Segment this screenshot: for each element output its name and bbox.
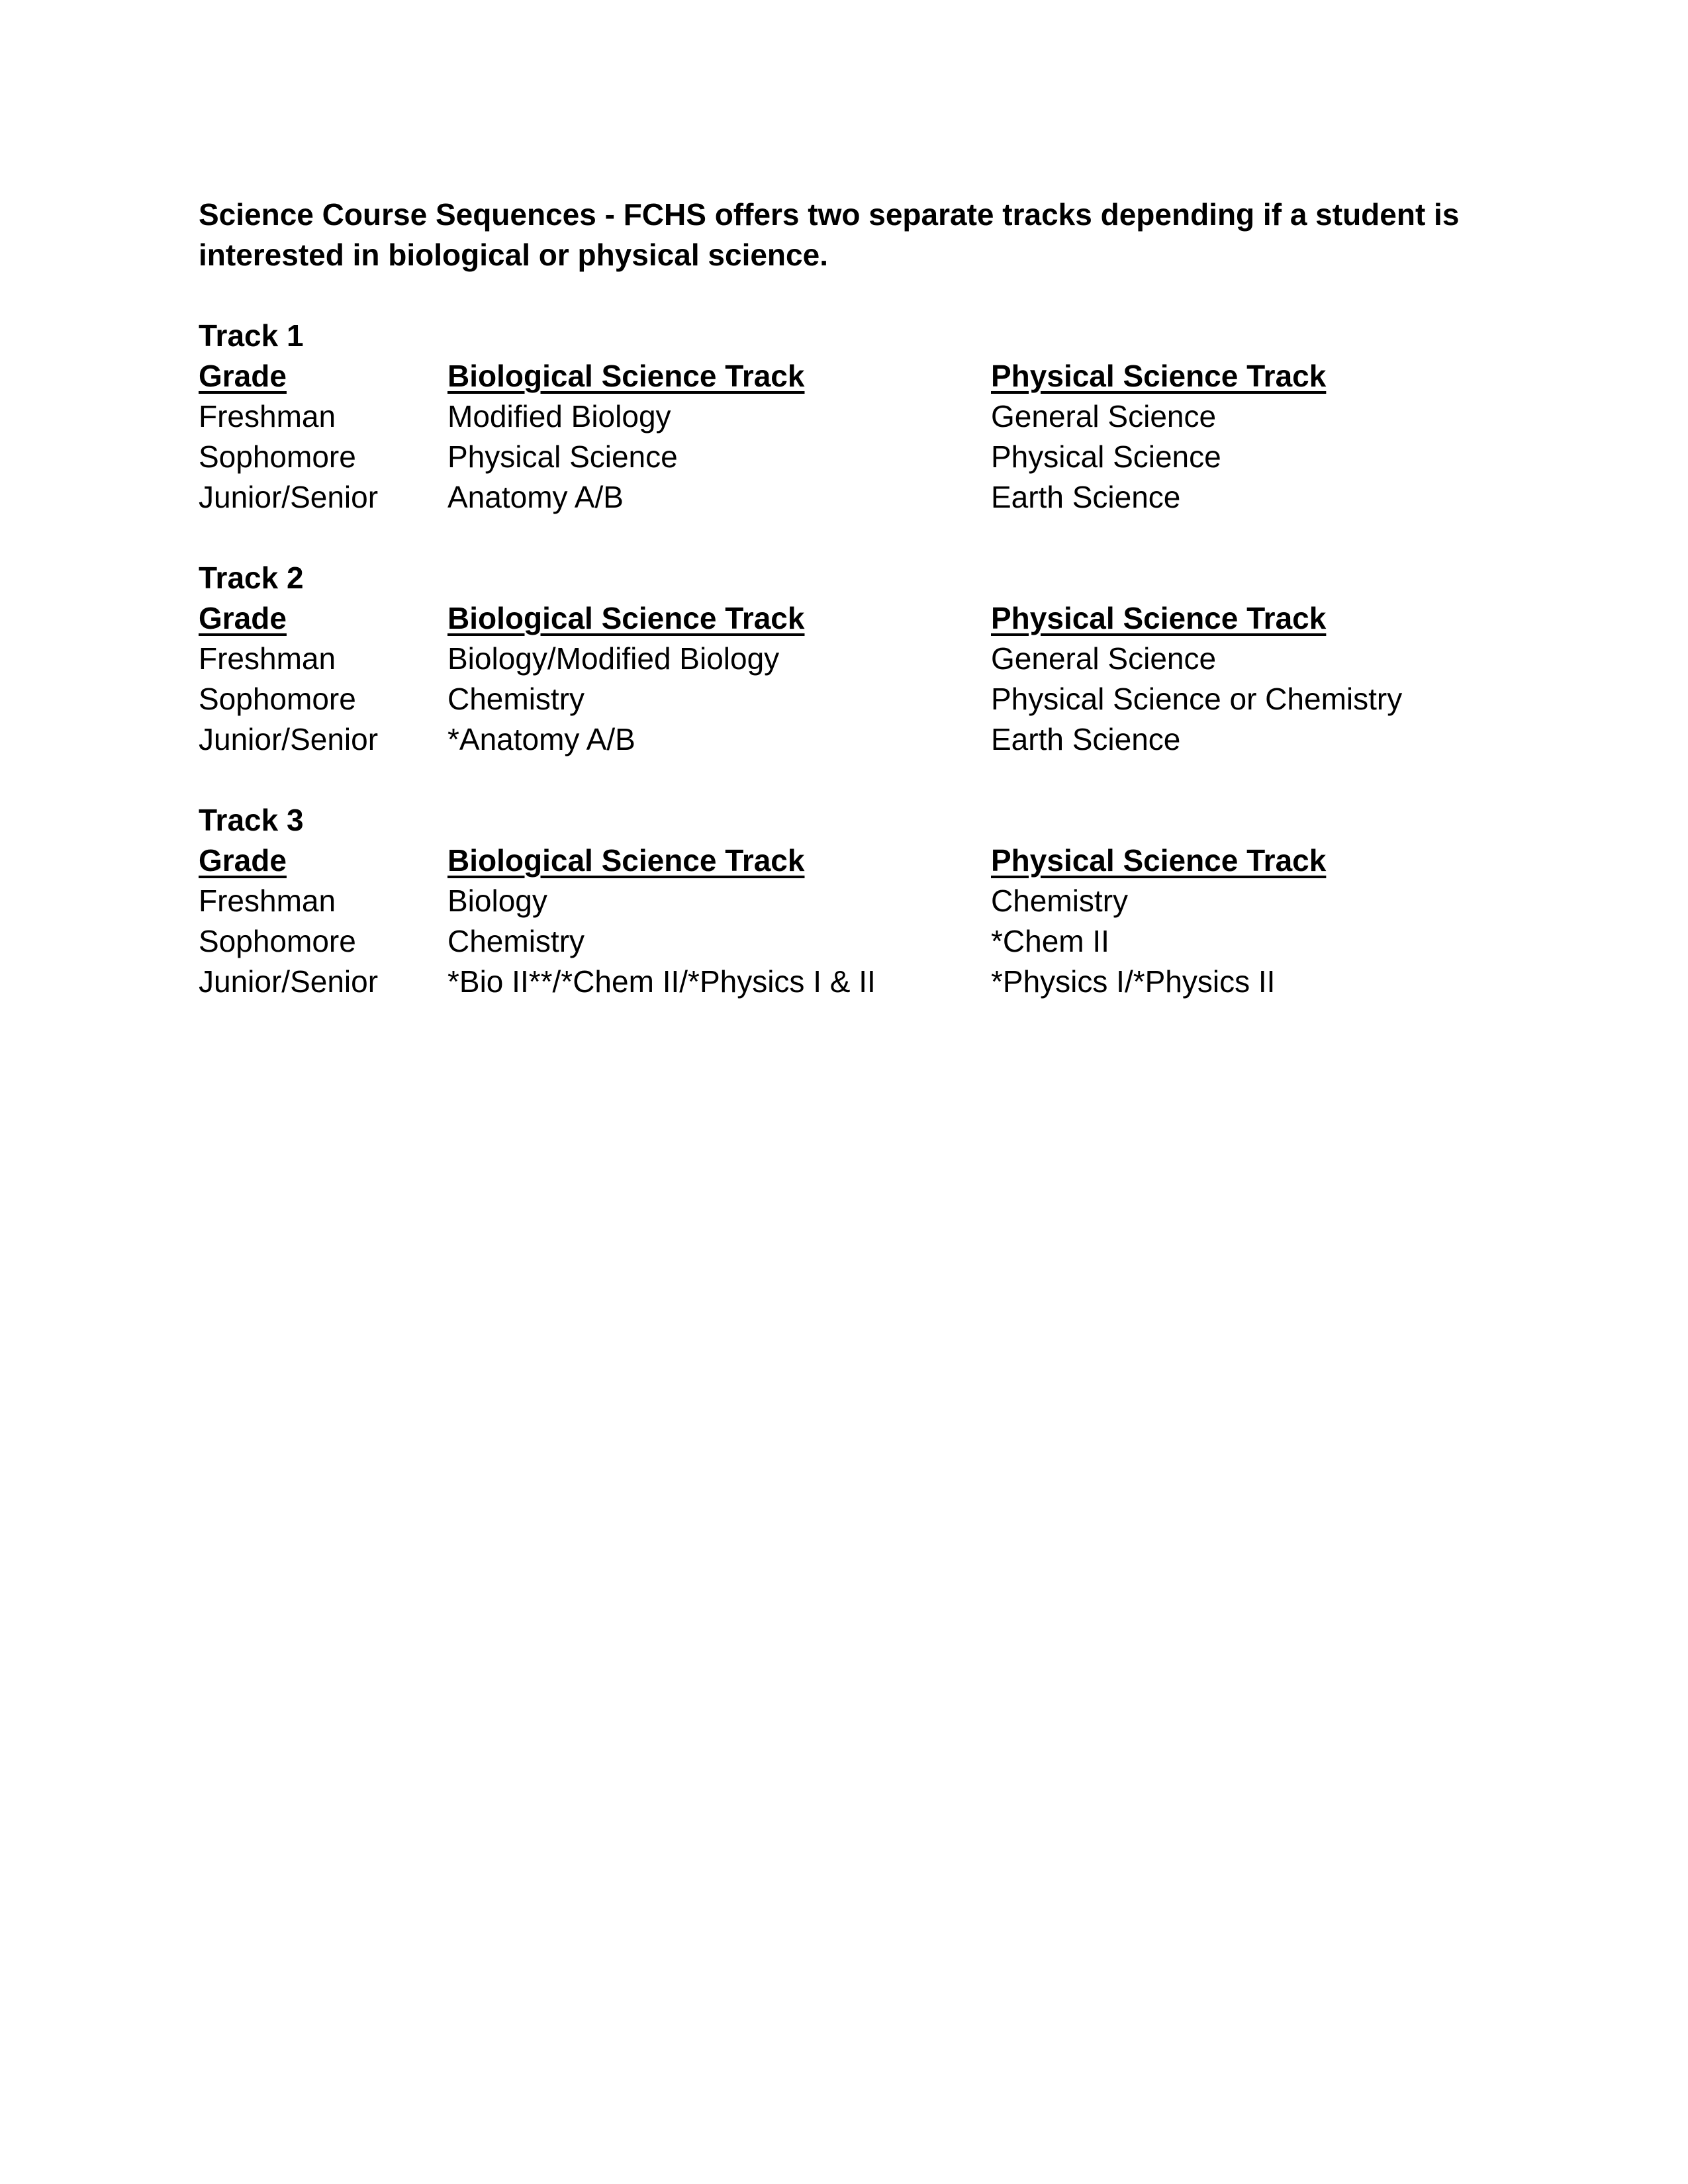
grade-cell: Sophomore bbox=[199, 439, 356, 474]
table-row bbox=[199, 679, 1496, 719]
grade-header: Grade bbox=[199, 843, 287, 878]
track-header-row bbox=[199, 598, 1496, 639]
track-section bbox=[199, 558, 1496, 760]
intro-heading: Science Course Sequences - FCHS offers two separate tracks depending if a student is interested in biological or physical science. bbox=[199, 197, 1460, 272]
bio-course-cell: Anatomy A/B bbox=[447, 480, 624, 514]
phys-track-header: Physical Science Track bbox=[991, 359, 1327, 393]
grade-cell: Junior/Senior bbox=[199, 722, 379, 756]
grade-header: Grade bbox=[199, 359, 287, 393]
phys-course-cell: Physical Science or Chemistry bbox=[991, 682, 1403, 716]
phys-track-header: Physical Science Track bbox=[991, 843, 1327, 878]
phys-course-cell: Chemistry bbox=[991, 884, 1129, 918]
bio-course-cell: Biology bbox=[447, 884, 547, 918]
bio-course-cell: Chemistry bbox=[447, 924, 585, 958]
phys-course-cell: *Physics I/*Physics II bbox=[991, 964, 1276, 999]
track-section bbox=[199, 316, 1496, 518]
grade-cell: Sophomore bbox=[199, 682, 356, 716]
table-row bbox=[199, 881, 1496, 921]
grade-cell: Freshman bbox=[199, 641, 336, 676]
bio-track-header: Biological Science Track bbox=[447, 359, 805, 393]
phys-course-cell: General Science bbox=[991, 641, 1217, 676]
phys-course-cell: Physical Science bbox=[991, 439, 1221, 474]
grade-header: Grade bbox=[199, 601, 287, 635]
table-row bbox=[199, 719, 1496, 760]
table-row bbox=[199, 396, 1496, 437]
track-title: Track 1 bbox=[199, 318, 304, 353]
bio-track-header: Biological Science Track bbox=[447, 843, 805, 878]
track-section bbox=[199, 800, 1496, 1002]
grade-cell: Freshman bbox=[199, 399, 336, 433]
bio-course-cell: Biology/Modified Biology bbox=[447, 641, 780, 676]
table-row bbox=[199, 639, 1496, 679]
bio-course-cell: *Bio II**/*Chem II/*Physics I & II bbox=[447, 964, 876, 999]
track-header-row bbox=[199, 841, 1496, 881]
grade-cell: Junior/Senior bbox=[199, 964, 379, 999]
track-title: Track 3 bbox=[199, 803, 304, 837]
bio-course-cell: Physical Science bbox=[447, 439, 678, 474]
phys-course-cell: Earth Science bbox=[991, 480, 1181, 514]
phys-course-cell: Earth Science bbox=[991, 722, 1181, 756]
grade-cell: Junior/Senior bbox=[199, 480, 379, 514]
table-row bbox=[199, 921, 1496, 962]
track-title: Track 2 bbox=[199, 561, 304, 595]
bio-course-cell: *Anatomy A/B bbox=[447, 722, 635, 756]
bio-track-header: Biological Science Track bbox=[447, 601, 805, 635]
grade-cell: Sophomore bbox=[199, 924, 356, 958]
grade-cell: Freshman bbox=[199, 884, 336, 918]
table-row bbox=[199, 962, 1496, 1002]
phys-course-cell: General Science bbox=[991, 399, 1217, 433]
bio-course-cell: Modified Biology bbox=[447, 399, 671, 433]
phys-course-cell: *Chem II bbox=[991, 924, 1109, 958]
table-row bbox=[199, 437, 1496, 477]
document-page bbox=[199, 195, 1496, 1002]
track-header-row bbox=[199, 356, 1496, 396]
bio-course-cell: Chemistry bbox=[447, 682, 585, 716]
table-row bbox=[199, 477, 1496, 518]
phys-track-header: Physical Science Track bbox=[991, 601, 1327, 635]
